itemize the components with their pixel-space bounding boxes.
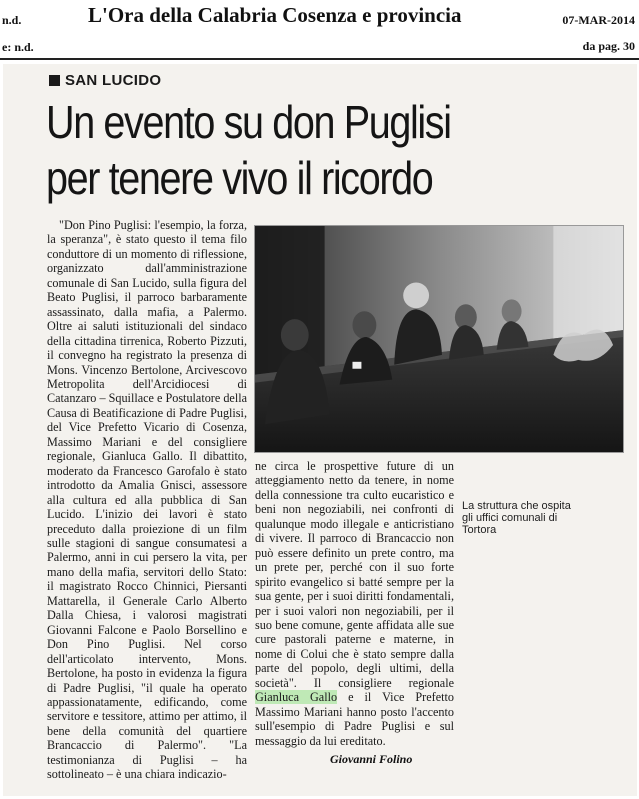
photo-caption: La struttura che ospita gli uffici comunali di Tortora xyxy=(462,500,571,536)
highlighted-name: Gianluca Gallo xyxy=(255,690,338,705)
column-2-text-after: e il Vice Prefetto Massimo Mariani hanno posto l'accento sull'esempio di Padre Puglisi e sul messaggio da lui ereditato. xyxy=(255,690,454,748)
header-source-label: n.d. xyxy=(2,13,22,27)
headline-line-1: Un evento su don Puglisi xyxy=(46,96,451,148)
article-headline xyxy=(46,94,528,206)
headline-line-2: per tenere vivo il ricordo xyxy=(46,152,433,204)
header-edition-label: e: n.d. xyxy=(2,40,34,54)
conference-photo xyxy=(254,225,624,453)
article-column-1: "Don Pino Puglisi: l'esempio, la forza, la speranza", è stato questo il tema filo conduttore di un momento di riflessione, organizzato dall'amministrazione comunale di San Lucido, sulla figura del Beato Puglisi, il parroco barbaramente assassinato, dalla mafia, a Palermo. Oltre ai saluti istituzionali del sindaco della cittadina tirrenica, Roberto Pizzuti, il convegno ha registrato la presenza di Mons. Vincenzo Bertolone, Arcivescovo Metropolita dell'Arcidiocesi di Catanzaro – Squillace e Postulatore della Causa di Beatificazione di Padre Puglisi, del Vice Prefetto Vicario di Cosenza, Massimo Mariani e del consigliere regionale, Gianluca Gallo. Il dibattito, moderato da Francesco Garofalo è stato introdotto da Amalia Gnisci, assessore alla cultura ed alla pubblica di San Lucido. L'inizio dei lavori è stato preceduto dalla proiezione di un film sulle stagioni di sangue consumatesi a Palermo, anni in cui persero la vita, per mano della mafia, servitori dello Stato: il magistrato Rocco Chinnici, Piersanti Mattarella, il Generale Carlo Alberto Dalla Chiesa, i valorosi magistrati Giovanni Falcone e Paolo Borsellino e Don Pino Puglisi. Nel corso dell'articolato intervento, Mons. Bertolone, ha posto in evidenza la figura di Padre Puglisi, "il quale ha operato appassionatamente, edificando, come servitore e tessitore, attimo per attimo, il bene della comunità del quartiere Brancaccio di Palermo". "La testimonianza di Puglisi – ha sottolineato – è una chiara indicazio- xyxy=(47,218,248,782)
publication-date: 07-MAR-2014 xyxy=(562,13,635,27)
kicker-square-icon xyxy=(49,75,60,86)
header-divider xyxy=(0,58,639,60)
column-2-text-before: ne circa le prospettive future di un atteggiamento netto da tenere, in nome della connessione tra culto eucaristico e beni non negoziabili, nei confronti di qualunque modo illegale e anticristiano di vivere. Il parroco di Brancaccio non può essere definito un prete contro, ma un prete per, perché con il suo forte spirito evangelico si batté sempre per la sua gente, per i suoi diritti fondamentali, per i suoi valori non negoziabili, per il suo bene comune, gente affidata alle sue cure pastorali paterne e materne, in nome di Colui che è stato sempre dalla parte del popolo, degli ultimi, della società". Il consigliere regionale xyxy=(255,459,454,690)
newspaper-title: L'Ora della Calabria Cosenza e provincia xyxy=(88,3,462,27)
kicker-label: SAN LUCIDO xyxy=(65,72,162,89)
author-byline: Giovanni Folino xyxy=(330,752,413,766)
section-kicker xyxy=(49,72,161,89)
article-column-2 xyxy=(255,459,454,748)
page-reference: da pag. 30 xyxy=(582,39,635,53)
